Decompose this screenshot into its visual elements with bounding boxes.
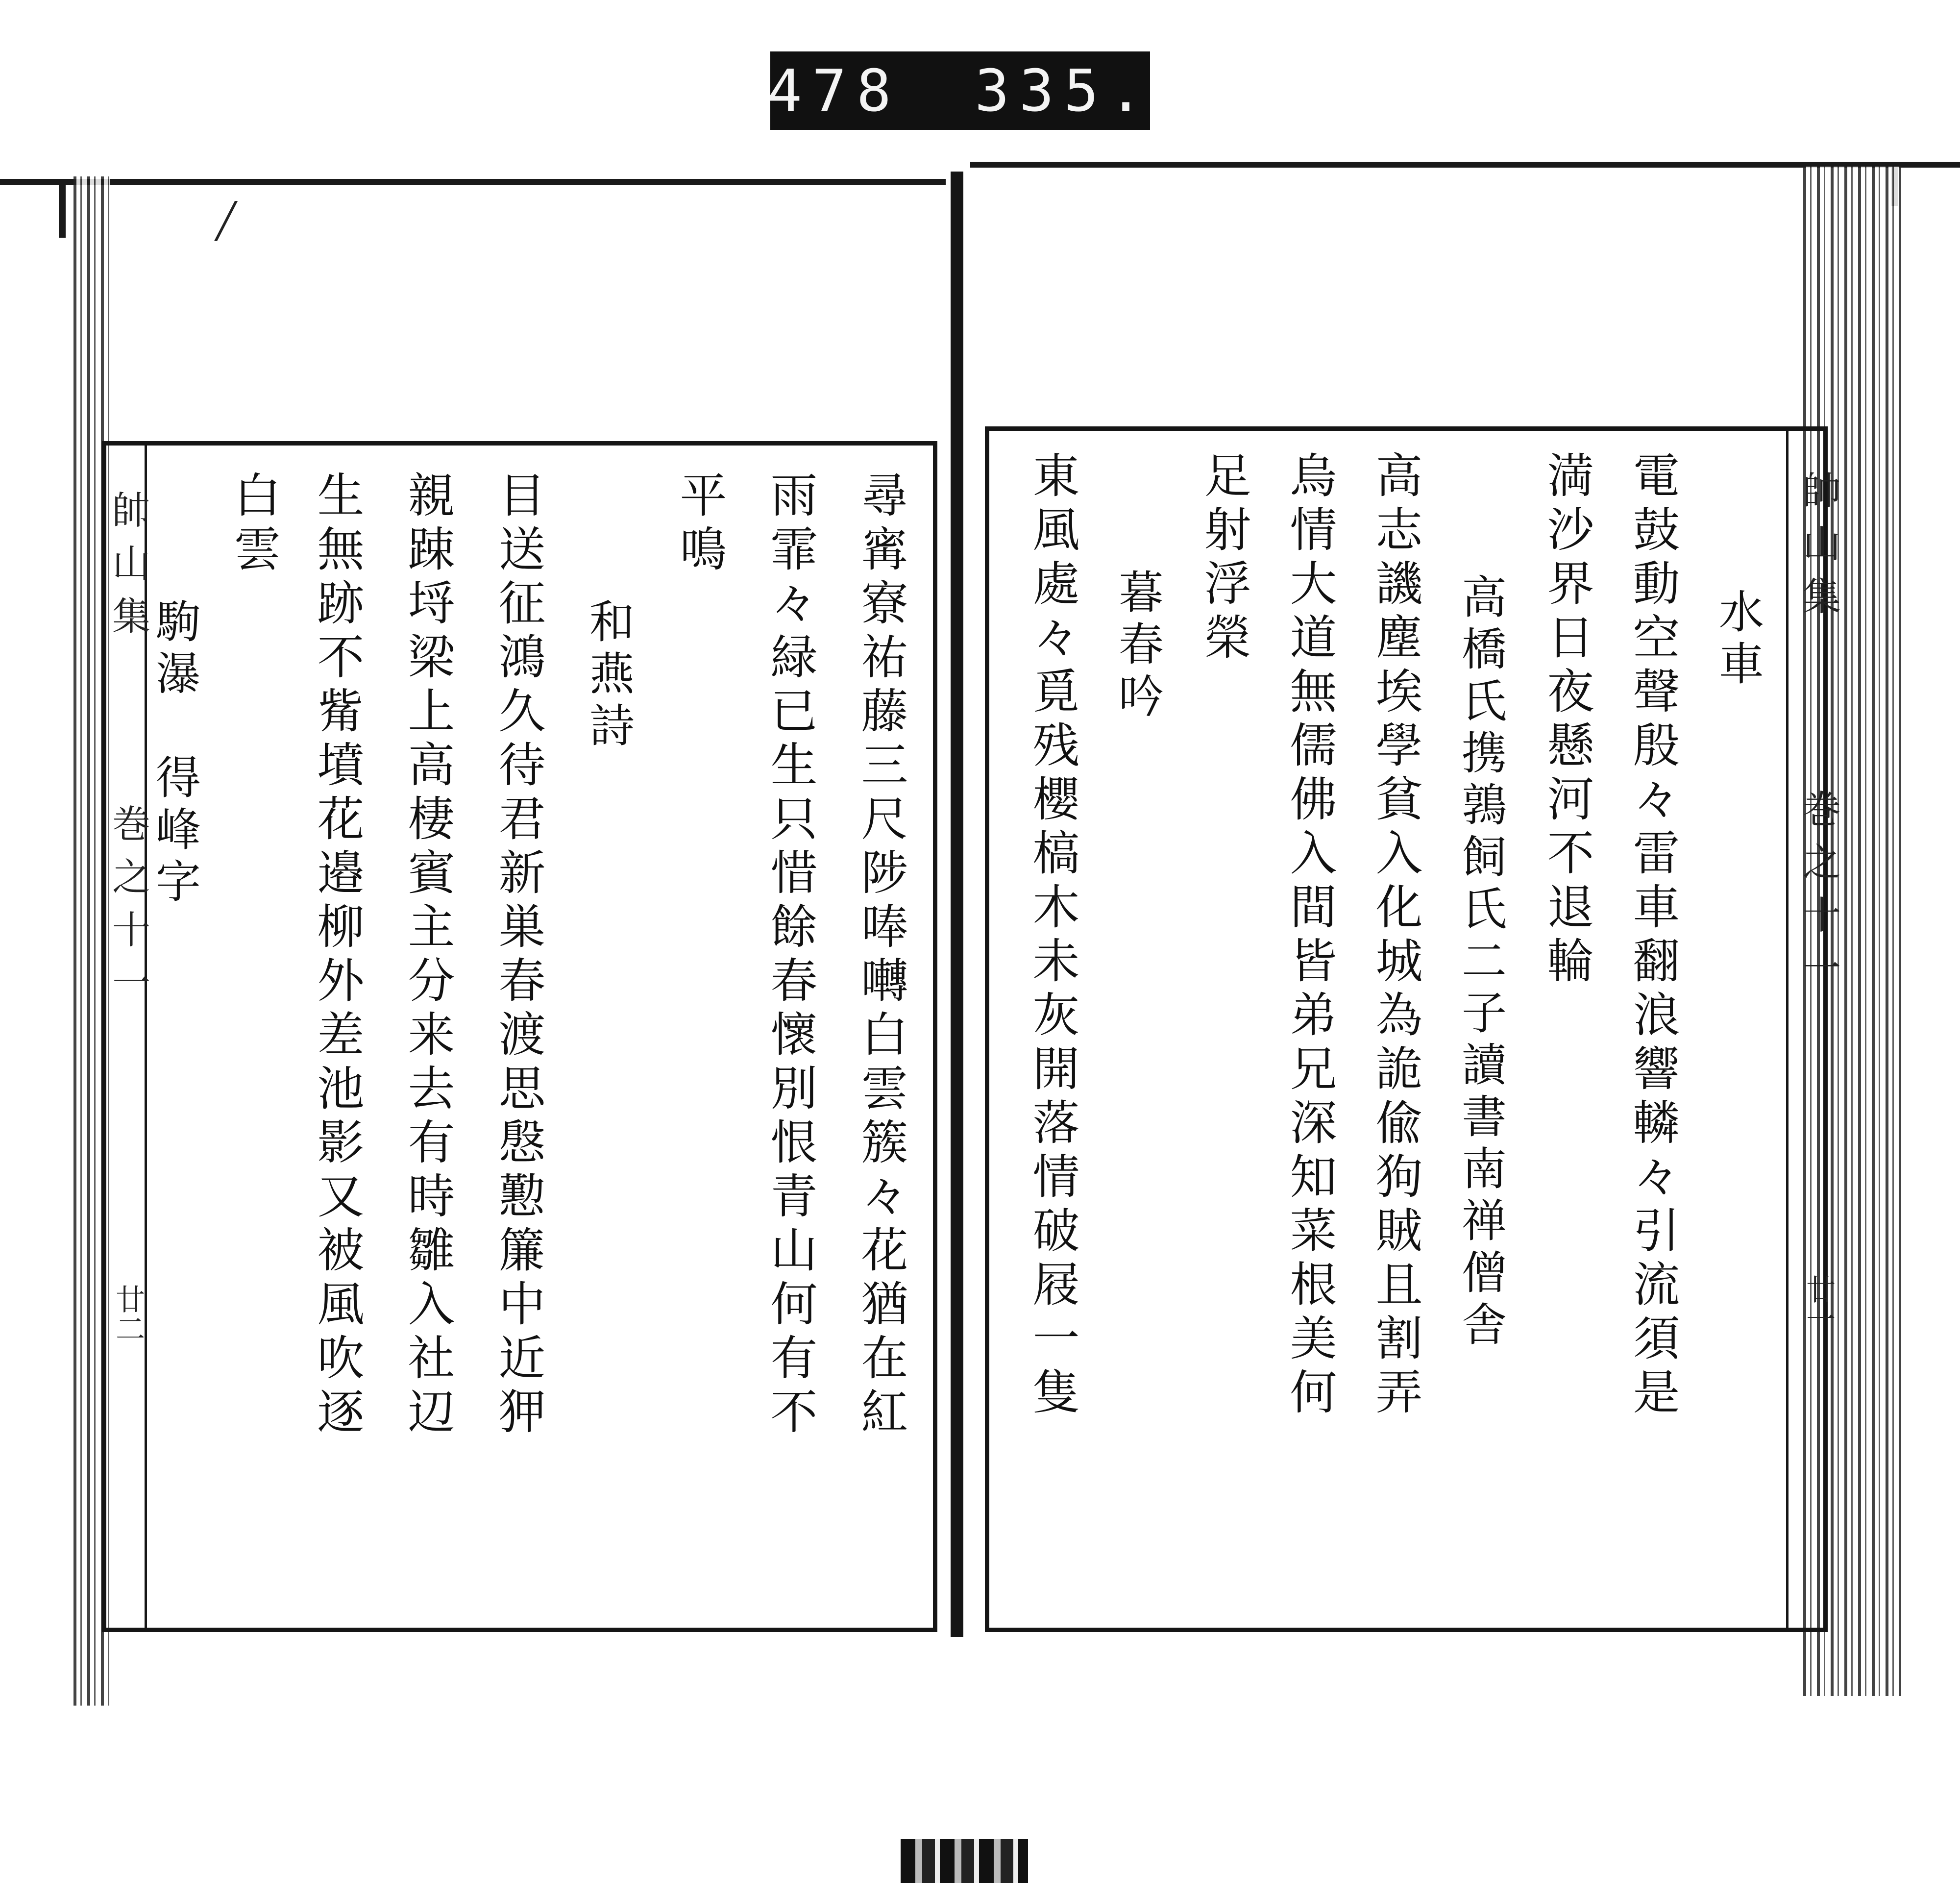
text-column: 生無跡不觜墳花邉柳外差池影又被風吹逐 <box>310 471 365 1441</box>
right-text-block <box>1009 451 1784 1617</box>
poem-title: 和燕詩 <box>582 598 635 754</box>
left-text-block <box>147 471 931 1617</box>
left-scan-number: 478 <box>767 57 901 124</box>
text-column: 高志譏塵埃學貧入化城為詭偸狗賊且割弄 <box>1368 451 1423 1421</box>
left-edge-tick <box>59 179 66 238</box>
right-scan-number: 335. <box>974 57 1153 124</box>
text-column: 目送征鴻久待君新巣春渡思慇懃簾中近狎 <box>491 471 546 1441</box>
text-column: 雨霏々緑已生只惜餘春懷別恨青山何有不 <box>763 471 818 1441</box>
left-margin-title: 帥山集 <box>106 490 150 649</box>
left-page-number: 廿二 <box>111 1284 145 1343</box>
bottom-scan-mark <box>901 1839 1028 1883</box>
text-column: 白雲 <box>226 471 281 578</box>
right-margin-title: 帥山集 <box>1796 471 1840 629</box>
right-page-margin-rule <box>1786 429 1788 1630</box>
poem-title: 駒瀑 得峰字 <box>148 598 201 910</box>
text-column: 東風處々覓残櫻槁木未灰開落情破屐一隻 <box>1025 451 1080 1421</box>
poem-title: 水車 <box>1712 588 1764 692</box>
text-column: 足射浮榮 <box>1197 451 1251 667</box>
book-spine <box>951 172 963 1637</box>
text-column: 平鳴 <box>672 471 727 578</box>
text-column: 烏情大道無儒佛入間皆弟兄深知菜根美何 <box>1282 451 1337 1421</box>
right-margin-volume: 巻之十一 <box>1796 789 1840 1001</box>
scan-speck: ╱ <box>216 201 237 241</box>
left-margin-volume: 巻之十一 <box>106 804 150 1016</box>
top-edge-rule-left <box>0 179 946 185</box>
text-column: 満沙界日夜懸河不退輪 <box>1540 451 1594 990</box>
right-page-number: 廿一 <box>1801 1274 1836 1333</box>
text-column: 尋寗寮祐藤三尺陟唪囀白雲簇々花猶在紅 <box>854 471 908 1441</box>
text-column: 電鼓動空聲殷々雷車翻浪響轔々引流須是 <box>1625 451 1680 1421</box>
poem-title: 高橋氏携鶉飼氏二子讀書南禅僧舎 <box>1454 573 1507 1353</box>
scan-number-label <box>767 51 1153 130</box>
poem-title: 暮春吟 <box>1111 569 1164 724</box>
text-column: 親踈埒梁上高棲賓主分来去有時雛入社辺 <box>400 471 455 1441</box>
